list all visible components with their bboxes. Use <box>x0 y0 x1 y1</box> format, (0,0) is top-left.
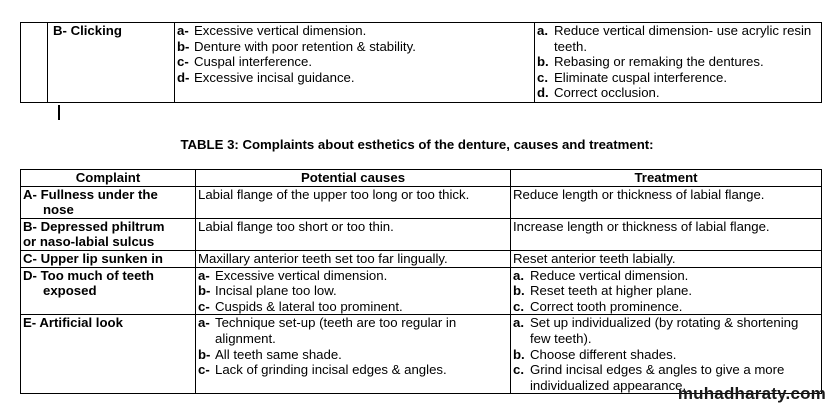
list-item: b. Rebasing or remaking the dentures. <box>537 54 764 70</box>
causes-cell: Labial flange of the upper too long or too thick. <box>196 186 511 218</box>
treatment-cell <box>511 267 822 315</box>
list-item: c- Cuspal interference. <box>177 54 313 70</box>
list-item: a- Excessive vertical dimension. <box>198 267 388 283</box>
causes-cell <box>196 267 511 315</box>
watermark: muhadharaty.com <box>677 384 826 403</box>
empty-cell <box>21 23 48 103</box>
list-item: c. Correct tooth prominence. <box>513 298 683 314</box>
treatment-cell: Reset anterior teeth labially. <box>511 250 822 267</box>
treatment-cell <box>511 315 822 394</box>
list-item: d. Correct occlusion. <box>537 85 660 101</box>
causes-list <box>177 23 532 85</box>
table-row <box>21 23 822 103</box>
esthetics-table <box>20 169 822 394</box>
list-item: c. Grind incisal edges & angles to give a more individualized appearance. <box>513 362 785 393</box>
list-item: c- Cuspids & lateral too prominent. <box>198 298 403 314</box>
table-row <box>21 250 822 267</box>
causes-cell <box>175 23 535 103</box>
treatment-list <box>537 23 819 101</box>
list-item: a. Reduce vertical dimension- use acrylic resin teeth. <box>537 23 812 54</box>
table-title: TABLE 3: Complaints about esthetics of the denture, causes and treatment: <box>180 137 654 152</box>
causes-cell: Labial flange too short or too thin. <box>196 218 511 250</box>
list-item: b- Denture with poor retention & stability. <box>177 38 416 54</box>
causes-cell: Maxillary anterior teeth set too far lingually. <box>196 250 511 267</box>
list-item: a. Reduce vertical dimension. <box>513 267 689 283</box>
complaint-cell: A- Fullness under the nose <box>21 186 196 218</box>
causes-cell <box>196 315 511 394</box>
list-item: c. Eliminate cuspal interference. <box>537 69 727 85</box>
treatment-cell: Reduce length or thickness of labial flange. <box>511 186 822 218</box>
table-row <box>21 186 822 218</box>
list-item: a- Technique set-up (teeth are too regular in alignment. <box>198 315 457 346</box>
clicking-table <box>20 22 822 103</box>
table-row <box>21 267 822 315</box>
list-item: b. Reset teeth at higher plane. <box>513 283 693 299</box>
list-item: c- Lack of grinding incisal edges & angles. <box>198 362 447 378</box>
complaint-cell: C- Upper lip sunken in <box>21 250 196 267</box>
list-item: b- All teeth same shade. <box>198 346 342 362</box>
table-header-row <box>21 170 822 187</box>
treatment-cell <box>535 23 822 103</box>
list-item: d- Excessive incisal guidance. <box>177 69 355 85</box>
complaint-label: B- Clicking <box>53 23 122 38</box>
complaint-cell: B- Depressed philtrum or naso-labial sulcus <box>21 218 196 250</box>
header-treatment: Treatment <box>511 170 822 187</box>
header-complaint: Complaint <box>21 170 196 187</box>
list-item: a- Excessive vertical dimension. <box>177 23 367 38</box>
list-item: b- Incisal plane too low. <box>198 283 337 299</box>
header-causes: Potential causes <box>196 170 511 187</box>
table-row <box>21 315 822 394</box>
table-row <box>21 218 822 250</box>
list-item: a. Set up individualized (by rotating & shortening few teeth). <box>513 315 799 346</box>
complaint-cell: D- Too much of teeth exposed <box>21 267 196 315</box>
list-item: b. Choose different shades. <box>513 346 677 362</box>
complaint-cell <box>48 23 175 103</box>
complaint-cell: E- Artificial look <box>21 315 196 394</box>
treatment-cell: Increase length or thickness of labial flange. <box>511 218 822 250</box>
text-cursor <box>58 105 60 120</box>
